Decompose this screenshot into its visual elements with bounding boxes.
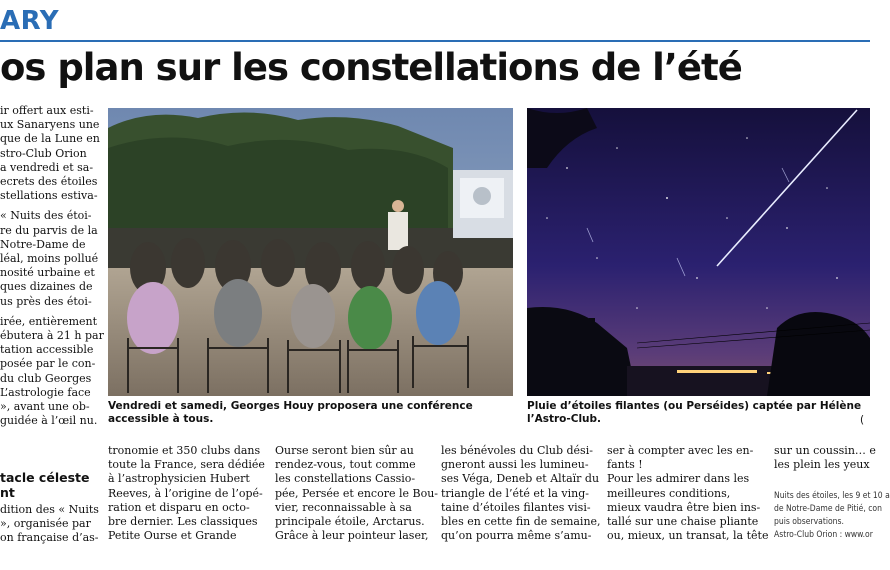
text-line: bre dernier. Les classiques <box>108 515 258 529</box>
info-line: de Notre-Dame de Pitié, con <box>774 504 882 514</box>
article-column-left-bottom <box>0 503 99 546</box>
info-line: Astro-Club Orion : www.or <box>774 530 873 540</box>
text-line: », organisée par <box>0 517 91 531</box>
text-line: qu’on pourra même s’amu- <box>441 529 592 543</box>
text-line: a vendredi et sa- <box>0 160 94 174</box>
text-line: les plein les yeux <box>774 458 870 472</box>
text-line: Petite Ourse et Grande <box>108 529 237 543</box>
text-line: sur un coussin… e <box>774 444 876 457</box>
text-line: Reeves, à l’origine de l’opé- <box>108 486 263 500</box>
text-line: léal, moins pollué <box>0 252 99 266</box>
text-line: gneront aussi les lumineu- <box>441 458 589 472</box>
info-line: puis observations. <box>774 517 844 527</box>
text-line: tation accessible <box>0 343 94 357</box>
text-line: stro-Club Orion <box>0 146 87 160</box>
text-line: tronomie et 350 clubs dans <box>108 444 261 457</box>
info-box <box>774 490 890 542</box>
text-line: re du parvis de la <box>0 223 98 237</box>
text-line: meilleures conditions, <box>607 486 731 500</box>
section-kicker: ARY <box>0 6 60 36</box>
text-line: on française d’as- <box>0 531 99 545</box>
caption-perseids <box>527 400 861 426</box>
text-line: fants ! <box>607 458 643 472</box>
text-line: ration et disparu en octo- <box>108 500 250 514</box>
subheading <box>0 470 89 500</box>
text-line: Notre-Dame de <box>0 237 86 251</box>
text-line: ir offert aux esti- <box>0 104 94 117</box>
text-line: ux Sanaryens une <box>0 118 100 132</box>
text-line: Ourse seront bien sûr au <box>275 444 414 457</box>
text-line: les bénévoles du Club dési- <box>441 444 593 457</box>
text-line: les constellations Cassio- <box>275 472 416 486</box>
text-line: toute la France, sera dédiée <box>108 458 265 472</box>
caption-line: accessible à tous. <box>108 413 214 425</box>
text-line: posée par le con- <box>0 357 96 371</box>
subheading-line: tacle céleste <box>0 470 90 485</box>
article-column-left <box>0 104 104 428</box>
text-line: irée, entièrement <box>0 314 98 328</box>
caption-line: Vendredi et samedi, Georges Houy proposera une conférence <box>108 400 473 412</box>
text-line: triangle de l’été et la ving- <box>441 486 589 500</box>
text-line: mieux vaudra être bien ins- <box>607 500 761 514</box>
text-line: du club Georges <box>0 371 92 385</box>
text-line: ou, mieux, un transat, la tête <box>607 529 769 543</box>
text-line: nosité urbaine et <box>0 266 95 280</box>
photo-conference <box>108 108 513 396</box>
caption-line: l’Astro-Club. <box>527 413 602 425</box>
photo-credit: ( <box>860 414 865 426</box>
article-column-6 <box>774 444 876 472</box>
article-column-4 <box>441 444 601 543</box>
text-line: ses Véga, Deneb et Altaïr du <box>441 472 600 486</box>
info-line: Nuits des étoiles, les 9 et 10 a <box>774 491 890 501</box>
text-line: bles en cette fin de semaine, <box>441 515 601 529</box>
text-line: guidée à l’œil nu. <box>0 414 98 428</box>
photo-perseids <box>527 108 870 396</box>
caption-conference <box>108 400 473 426</box>
article-column-3 <box>275 444 438 543</box>
text-line: ques dizaines de <box>0 280 93 294</box>
article-column-5 <box>607 444 768 543</box>
text-line: rendez-vous, tout comme <box>275 458 416 472</box>
caption-line: Pluie d’étoiles filantes (ou Perséides) captée par Hélène <box>527 400 862 412</box>
article-column-2 <box>108 444 265 543</box>
subheading-line: nt <box>0 485 15 500</box>
column-lines <box>0 104 104 428</box>
text-line: dition des « Nuits <box>0 503 99 516</box>
text-line: à l’astrophysicien Hubert <box>108 472 250 486</box>
text-line: Grâce à leur pointeur laser, <box>275 529 429 543</box>
text-line: ecrets des étoiles <box>0 175 98 189</box>
text-line: « Nuits des étoi- <box>0 209 92 223</box>
text-line: L’astrologie face <box>0 385 91 399</box>
text-line: vier, reconnaissable à sa <box>275 500 412 514</box>
text-line: pée, Persée et encore le Bou- <box>275 486 438 500</box>
text-line: us près des étoi- <box>0 294 92 308</box>
text-line: principale étoile, Arctarus. <box>275 515 425 529</box>
text-line: tallé sur une chaise pliante <box>607 515 759 529</box>
text-line: », avant une ob- <box>0 400 90 414</box>
section-rule <box>0 40 870 42</box>
text-line: stellations estiva- <box>0 189 98 203</box>
text-line: Pour les admirer dans les <box>607 472 750 486</box>
text-line: que de la Lune en <box>0 132 100 146</box>
text-line: ébutera à 21 h par <box>0 329 104 343</box>
text-line: ser à compter avec les en- <box>607 444 754 457</box>
headline: os plan sur les constellations de l’été <box>0 46 742 89</box>
text-line: taine d’étoiles filantes visi- <box>441 500 591 514</box>
